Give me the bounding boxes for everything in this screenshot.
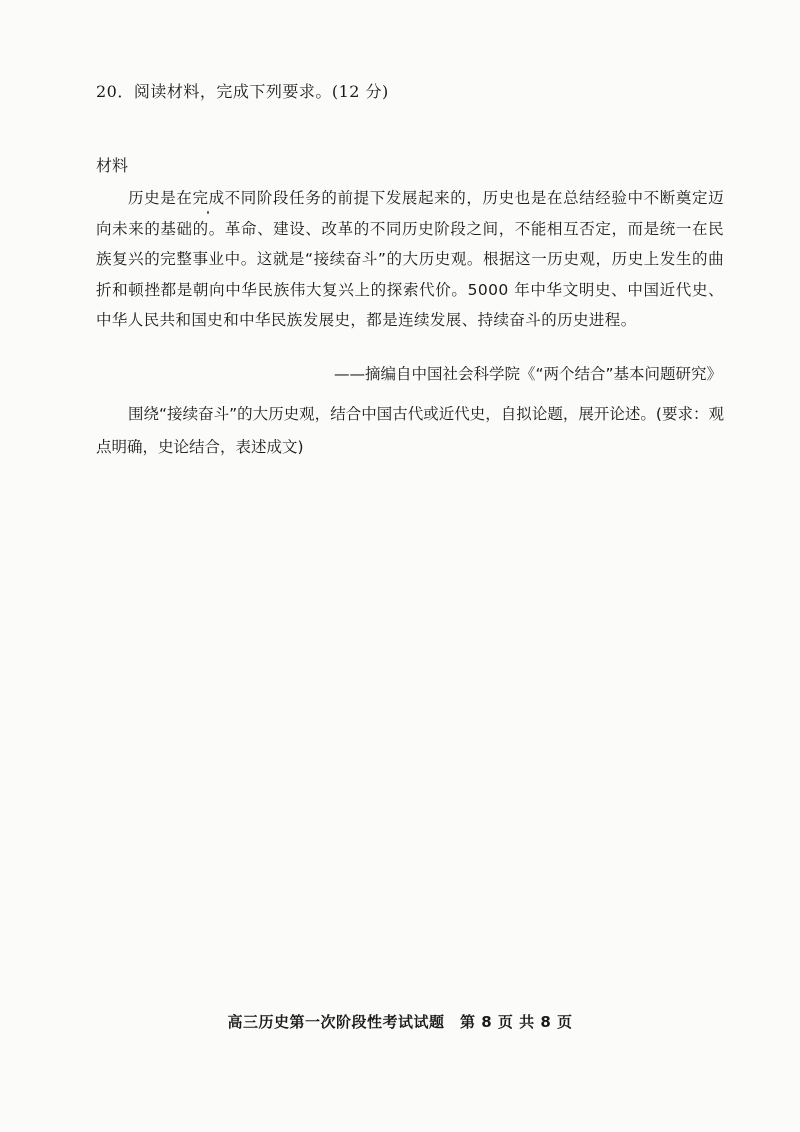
material-label: 材料 (96, 156, 129, 175)
question-title: 20．阅读材料，完成下列要求。(12 分) (96, 82, 389, 101)
question-requirement: 围绕“接续奋斗”的大历史观，结合中国古代或近代史，自拟论题，展开论述。(要求：观点明确，史论结合，表述成文) (96, 405, 724, 456)
material-source: ——摘编自中国社会科学院《“两个结合”基本问题研究》 (333, 365, 722, 383)
page-footer: 高三历史第一次阶段性考试试题 第 8 页 共 8 页 (227, 1013, 573, 1031)
scan-speck (207, 211, 209, 214)
material-text: 历史是在完成不同阶段任务的前提下发展起来的，历史也是在总结经验中不断奠定迈向未来的基础的。革命、建设、改革的不同历史阶段之间，不能相互否定，而是统一在民族复兴的完整事业中。这就是“接续奋斗”的大历史观。根据这一历史观，历史上发生的曲折和顿挫都是朝向中华民族伟大复兴上的探索代价。5000 年中华文明史、中国近代史、中华人民共和国史和中华民族发展史，都是连续发展、持续奋斗的历史进程。 (96, 189, 724, 330)
